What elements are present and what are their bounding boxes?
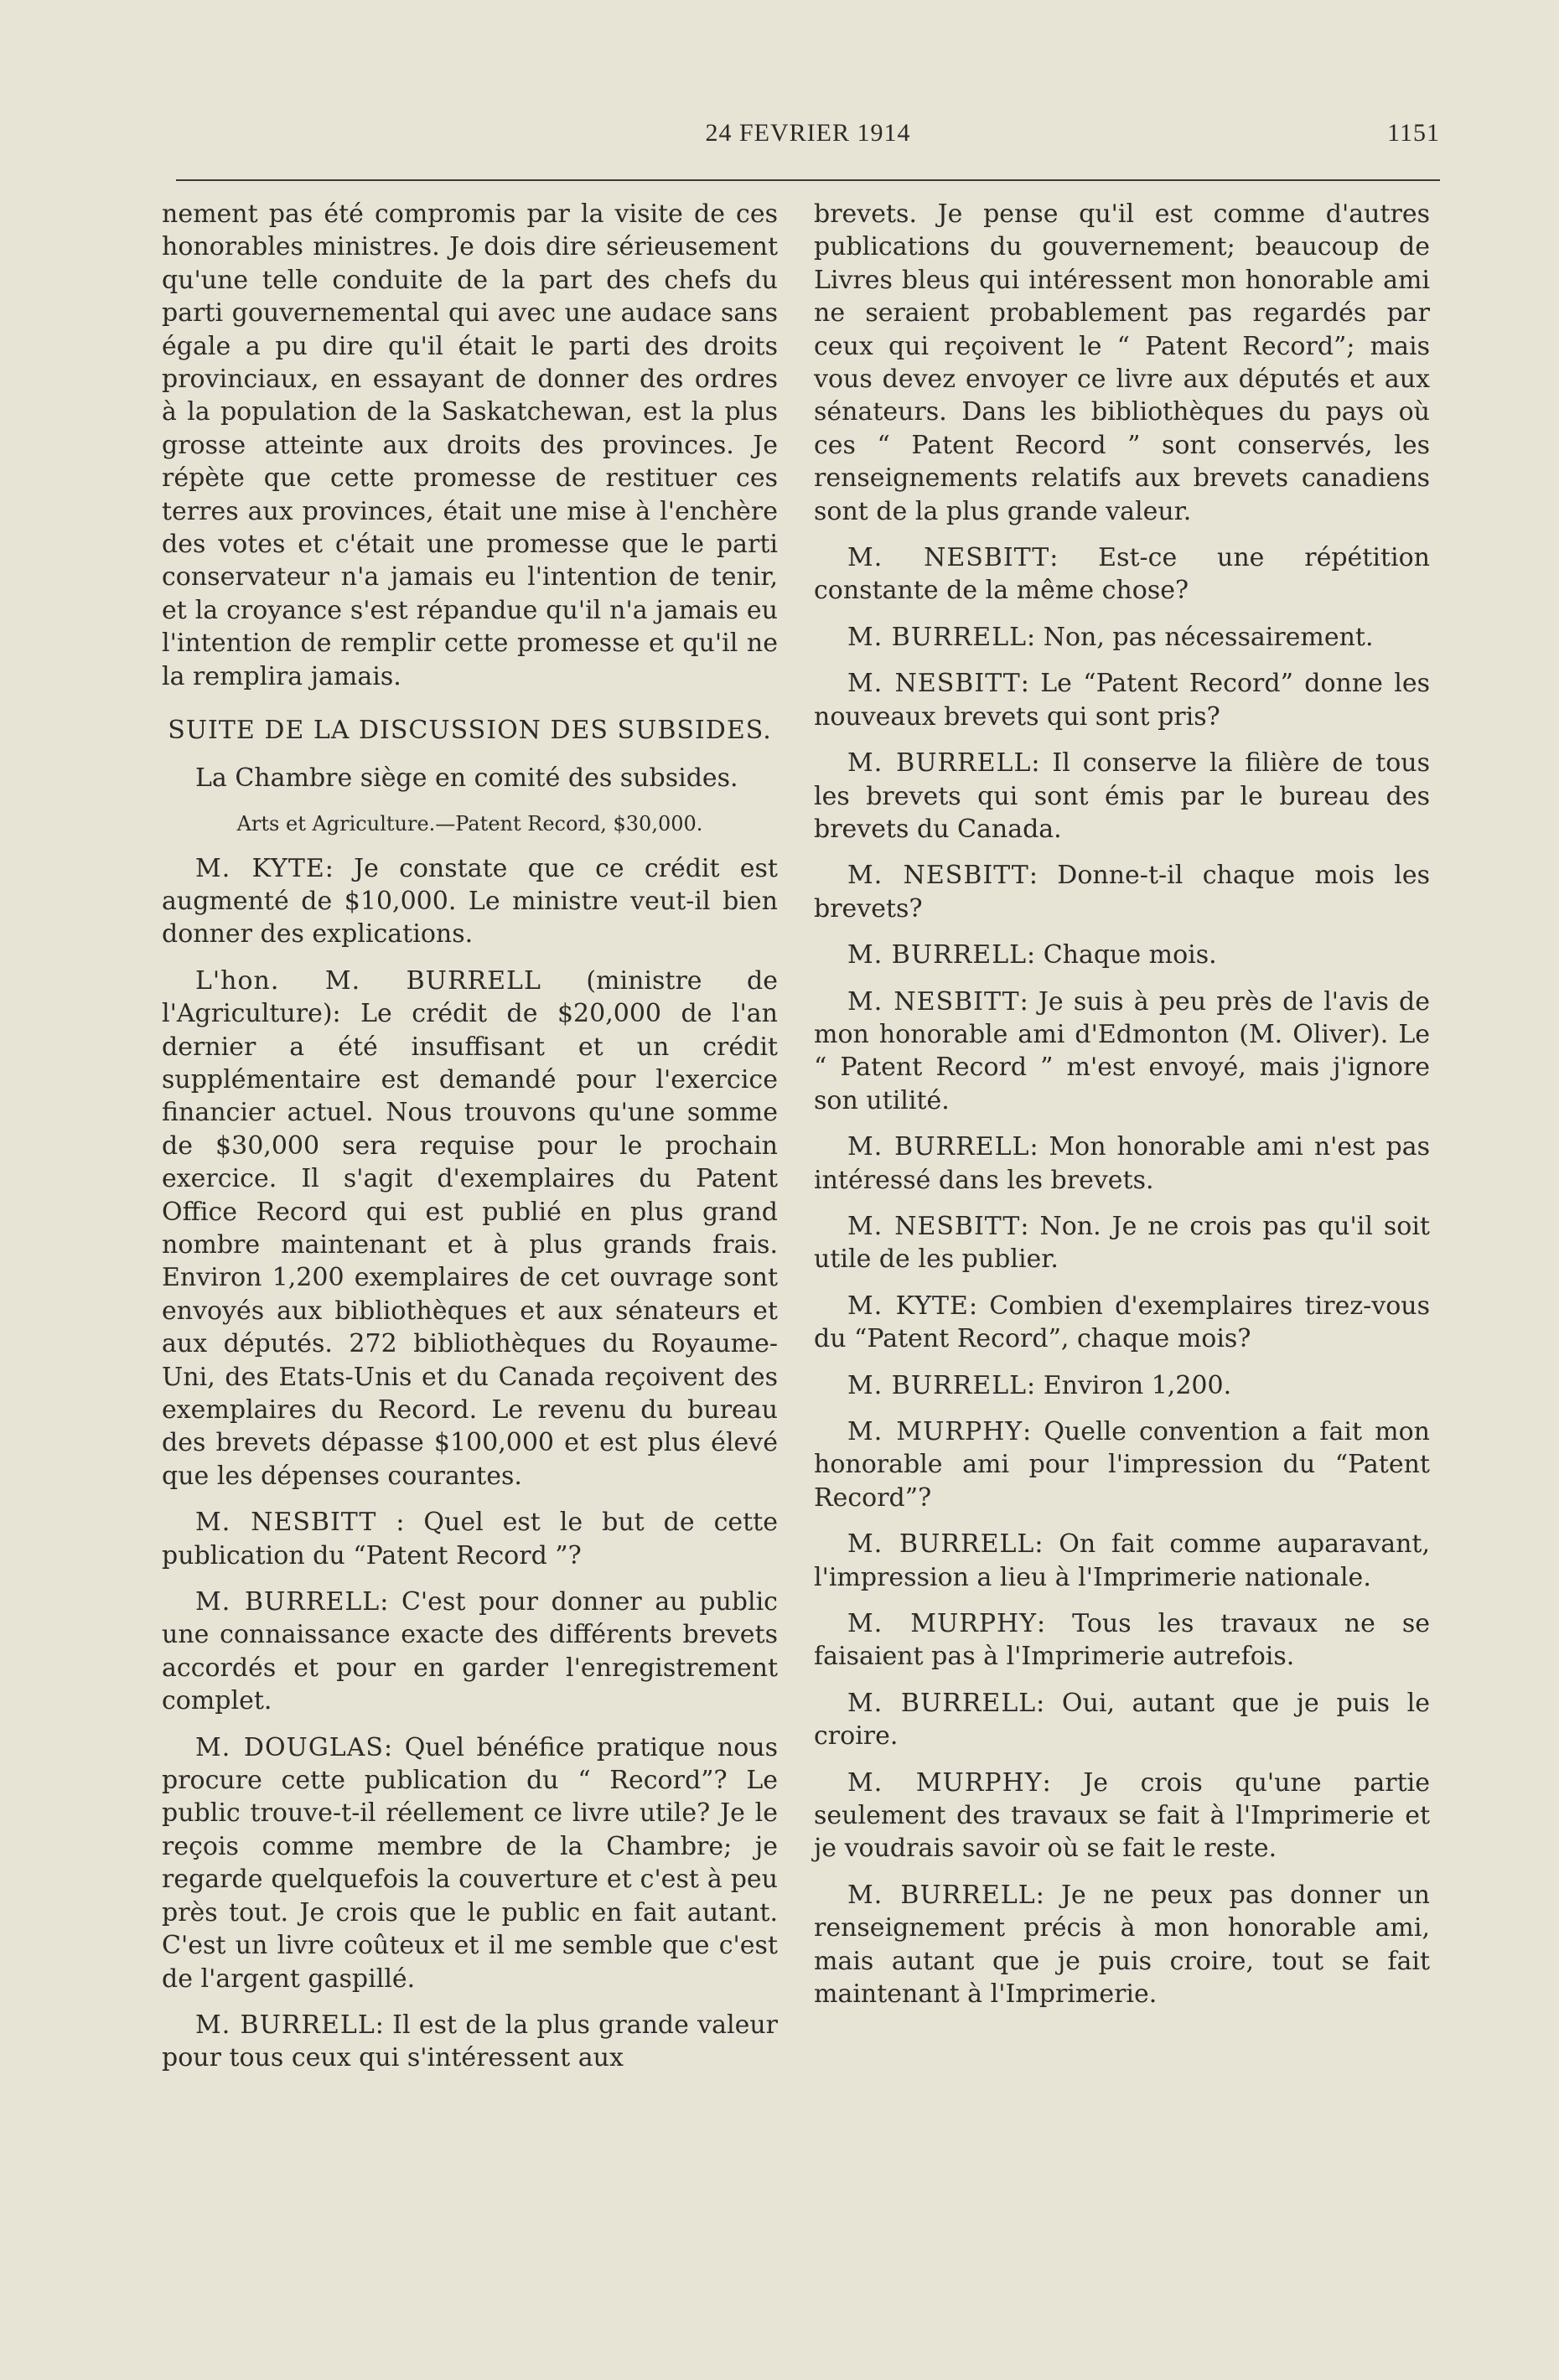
speech-text: : Il est de la plus grande valeur pour tous ceux qui s'intéressent aux	[162, 2010, 778, 2073]
speech-text: : Je constate que ce crédit est augmenté de $10,000. Le ministre veut-il bien donner des explications.	[162, 853, 778, 949]
speaker-name: M. MURPHY	[847, 1609, 1038, 1639]
speaker-name: M. DOUGLAS	[195, 1732, 384, 1762]
speaker-name: M. BURRELL	[847, 1370, 1028, 1400]
continued-paragraph: nement pas été compromis par la visite de ces honorables ministres. Je dois dire sérieusement qu'une telle conduite de la part des chefs du parti gouvernemental qui avec une audace sans égale a pu dire qu'il était le parti des droits provinciaux, en essayant de donner des ordres à la population de la Saskatchewan, est la plus grosse atteinte aux droits des provinces. Je répète que cette promesse de restituer ces terres aux provinces, était une mise à l'enchère des votes et c'était une promesse que le parti conservateur n'a jamais eu l'intention de tenir, et la croyance s'est répandue qu'il n'a jamais eu l'intention de remplir cette promesse et qu'il ne la remplira jamais.	[162, 199, 778, 691]
speech-text: : Je crois qu'une partie seulement des travaux se fait à l'Imprimerie et je voudrais savoir où se fait le reste.	[814, 1767, 1430, 1864]
speech-entry	[162, 1586, 778, 1718]
header-rule	[176, 179, 1440, 181]
running-header	[176, 116, 1440, 158]
speech-entry	[814, 939, 1430, 971]
speech-entry	[162, 965, 778, 1493]
speech-entry	[814, 1528, 1430, 1594]
speech-entry	[814, 1607, 1430, 1674]
speech-entry	[814, 1369, 1430, 1402]
speech-entry	[162, 852, 778, 951]
speaker-name: M. BURRELL	[847, 1688, 1037, 1718]
speech-text: : Mon honorable ami n'est pas intéressé dans les brevets.	[814, 1132, 1430, 1195]
speaker-name: M. NESBITT	[847, 543, 1050, 573]
speech-entry	[814, 1290, 1430, 1356]
speech-text: : Non, pas nécessairement.	[1027, 622, 1374, 652]
right-column	[814, 198, 1430, 2025]
speaker-name: M. BURRELL	[847, 940, 1028, 970]
speech-text: : Quelle convention a fait mon honorable ami pour l'impression du “Patent Record”?	[814, 1417, 1430, 1513]
speaker-name: M. BURRELL	[847, 1529, 1035, 1560]
speech-entry	[814, 667, 1430, 733]
speech-text: : Je ne peux pas donner un renseignement précis à mon honorable ami, mais autant que je puis croire, tout se fait maintenant à l'Imprimerie.	[814, 1880, 1430, 2010]
speech-entry	[814, 747, 1430, 846]
speech-text: : Donne-t-il chaque mois les brevets?	[814, 861, 1430, 924]
speaker-name: M. NESBITT	[847, 669, 1021, 699]
speech-entry	[814, 1210, 1430, 1276]
speaker-name: M. KYTE	[195, 853, 325, 883]
section-heading: SUITE DE LA DISCUSSION DES SUBSIDES.	[168, 716, 772, 746]
page-number: 1151	[1387, 119, 1440, 147]
speech-text: : Oui, autant que je puis le croire.	[814, 1688, 1430, 1751]
speech-text: : Tous les travaux ne se faisaient pas à l'Imprimerie autrefois.	[814, 1609, 1430, 1672]
speech-text: : Je suis à peu près de l'avis de mon honorable ami d'Edmonton (M. Oliver). Le “ Patent Record ” m'est envoyé, mais j'ignore son utilité.	[814, 986, 1431, 1115]
speech-text: : Combien d'exemplaires tirez-vous du “Patent Record”, chaque mois?	[814, 1291, 1430, 1354]
speaker-name: M. KYTE	[847, 1291, 969, 1321]
speaker-name: M. BURRELL	[847, 622, 1028, 652]
left-column	[162, 198, 778, 2088]
speech-entry	[162, 1506, 778, 1572]
continued-paragraph: brevets. Je pense qu'il est comme d'autres publications du gouvernement; beaucoup de Livres bleus qui intéressent mon honorable ami ne seraient probablement pas regardés par ceux qui reçoivent le “ Patent Record”; mais vous devez envoyer ce livre aux députés et aux sénateurs. Dans les bibliothèques du pays où ces “ Patent Record ” sont conservés, les renseignements relatifs aux brevets canadiens sont de la plus grande valeur.	[814, 199, 1430, 526]
speech-entry	[814, 541, 1430, 608]
speech-entry	[814, 1130, 1430, 1197]
speech-text: : Est-ce une répétition constante de la même chose?	[814, 543, 1430, 606]
speech-entry	[814, 1879, 1430, 2011]
speaker-name: M. BURRELL	[847, 748, 1032, 779]
speaker-name: M. BURRELL	[847, 1132, 1030, 1162]
header-date: 24 FEVRIER 1914	[705, 119, 911, 147]
speech-text: : Il conserve la filière de tous les brevets qui sont émis par le bureau des brevets du Canada.	[814, 748, 1431, 844]
speaker-name: M. BURRELL	[195, 1587, 381, 1617]
speaker-name: M. NESBITT	[847, 986, 1020, 1017]
speech-text: : C'est pour donner au public une connaissance exacte des différents brevets accordés et pour en garder l'enregistrement complet.	[162, 1587, 778, 1716]
speech-text: : On fait comme auparavant, l'impression a lieu à l'Imprimerie nationale.	[814, 1529, 1430, 1592]
speech-text: : Non. Je ne crois pas qu'il soit utile de les publier.	[814, 1211, 1430, 1275]
speech-entry	[162, 2009, 778, 2075]
speaker-name: M. NESBITT	[847, 1211, 1021, 1241]
speech-entry	[814, 859, 1430, 925]
speaker-name: M. MURPHY	[847, 1417, 1023, 1446]
speech-text: : Quel bénéfice pratique nous procure cette publication du “ Record”? Le public trouve-t-il réellement ce livre utile? Je le reçois comme membre de la Chambre; je regarde quelquefois la couverture et c'est à peu près tout. Je crois que le public en fait autant. C'est un livre coûteux et il me semble que c'est de l'argent gaspillé.	[162, 1732, 779, 1994]
speech-text: : Chaque mois.	[1027, 940, 1217, 970]
speech-text: : Quel est le but de cette publication du “Patent Record ”?	[162, 1508, 778, 1570]
speech-text: : Le “Patent Record” donne les nouveaux brevets qui sont pris?	[814, 669, 1430, 732]
speech-entry	[814, 1415, 1430, 1514]
speech-entry	[814, 621, 1430, 654]
speaker-name: M. BURRELL	[195, 2010, 376, 2040]
budget-item: Arts et Agriculture.—Patent Record, $30,000.	[236, 811, 703, 836]
speech-entry	[814, 986, 1430, 1118]
speaker-name: M. NESBITT	[847, 861, 1029, 891]
speaker-name: M. NESBITT	[195, 1508, 377, 1538]
speech-entry	[814, 1687, 1430, 1753]
speaker-name: M. BURRELL	[847, 1880, 1036, 1910]
speech-text: (ministre de l'Agriculture): Le crédit de $20,000 de l'an dernier a été insuffisant et un crédit supplémentaire est demandé pour l'exercice financier actuel. Nous trouvons qu'une somme de $30,000 sera requise pour le prochain exercice. Il s'agit d'exemplaires du Patent Office Record qui est publié en plus grand nombre maintenant et à plus grands frais. Environ 1,200 exemplaires de cet ouvrage sont envoyés aux bibliothèques et aux sénateurs et aux députés. 272 bibliothèques du Royaume-Uni, des Etats-Unis et du Canada reçoivent des exemplaires du Record. Le revenu du bureau des brevets dépasse $100,000 et est plus élevé que les dépenses courantes.	[162, 965, 778, 1491]
speech-text: : Environ 1,200.	[1027, 1370, 1232, 1400]
speaker-name: M. MURPHY	[847, 1767, 1043, 1798]
committee-statement: La Chambre siège en comité des subsides.	[195, 763, 738, 794]
speech-entry	[162, 1731, 778, 1995]
speech-entry	[814, 1767, 1430, 1865]
speaker-name: L'hon. M. BURRELL	[195, 965, 541, 996]
